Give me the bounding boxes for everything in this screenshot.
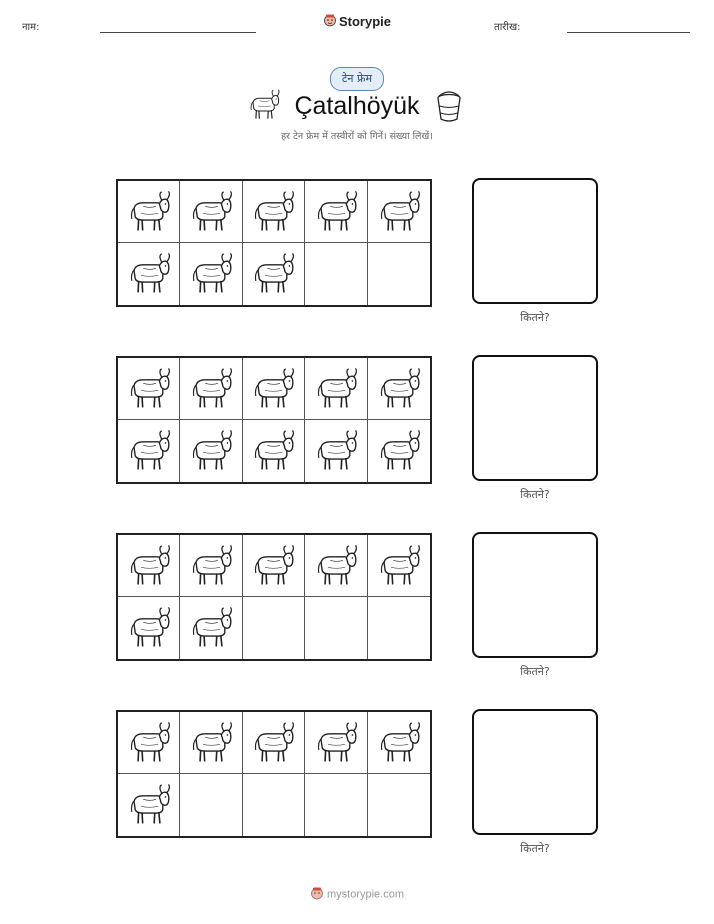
- answer-label: कितने?: [520, 842, 550, 855]
- ten-frame: [116, 179, 432, 307]
- ox-icon: [188, 720, 234, 766]
- ox-icon: [313, 189, 359, 235]
- ox-icon: [250, 366, 296, 412]
- instructions: हर टेन फ्रेम में तस्वीरों को गिनें। संख्या लिखें।: [281, 131, 433, 142]
- answer-box[interactable]: [472, 178, 598, 304]
- brand-logo: [0, 13, 714, 30]
- title-row: [0, 88, 714, 124]
- ten-frame: [116, 533, 432, 661]
- date-label: तारीख:: [494, 22, 521, 33]
- ox-icon: [188, 189, 234, 235]
- ten-frame-cell: [118, 358, 180, 420]
- answer-box[interactable]: [472, 709, 598, 835]
- worksheet-type-badge: टेन फ्रेम: [330, 67, 384, 91]
- ten-frame-cell: [243, 243, 305, 305]
- ox-icon: [313, 366, 359, 412]
- ten-frame-cell: [368, 181, 430, 243]
- ten-frame-cell: [305, 535, 367, 597]
- answer-label: कितने?: [520, 488, 550, 501]
- ten-frame-cell: [180, 181, 242, 243]
- ox-icon: [188, 251, 234, 297]
- ten-frame-cell: [180, 420, 242, 482]
- ten-frame-cell: [180, 535, 242, 597]
- ten-frame-cell: [243, 774, 305, 836]
- ten-frame-cell: [368, 597, 430, 659]
- ten-frame-cell: [180, 243, 242, 305]
- ox-icon: [313, 543, 359, 589]
- storypie-logo-icon: [310, 886, 324, 903]
- ten-frame-cell: [243, 597, 305, 659]
- ox-icon: [126, 251, 172, 297]
- ten-frame-cell: [305, 181, 367, 243]
- ten-frame-cell: [368, 774, 430, 836]
- ten-frame: [116, 356, 432, 484]
- ten-frame-cell: [305, 597, 367, 659]
- page-title: Çatalhöyük: [294, 92, 420, 120]
- ten-frame-cell: [243, 535, 305, 597]
- ox-icon: [126, 782, 172, 828]
- ten-frame-cell: [368, 243, 430, 305]
- footer: [0, 886, 714, 903]
- bucket-icon: [434, 88, 464, 128]
- ten-frame-cell: [368, 358, 430, 420]
- ten-frame-cell: [243, 181, 305, 243]
- ox-icon: [376, 366, 422, 412]
- ten-frame-cell: [118, 774, 180, 836]
- date-line[interactable]: [567, 32, 690, 33]
- answer-label: कितने?: [520, 665, 550, 678]
- ox-icon: [250, 543, 296, 589]
- ox-icon: [376, 428, 422, 474]
- ten-frame-cell: [180, 712, 242, 774]
- ten-frame-cell: [180, 358, 242, 420]
- ox-icon: [188, 543, 234, 589]
- name-line[interactable]: [100, 32, 256, 33]
- ox-icon: [376, 720, 422, 766]
- ten-frame: [116, 710, 432, 838]
- ten-frame-cell: [305, 774, 367, 836]
- ten-frame-cell: [118, 181, 180, 243]
- answer-box[interactable]: [472, 355, 598, 481]
- ten-frame-cell: [118, 712, 180, 774]
- footer-url[interactable]: mystorypie.com: [326, 888, 405, 901]
- ox-icon: [376, 543, 422, 589]
- ox-icon: [188, 366, 234, 412]
- ten-frame-cell: [118, 597, 180, 659]
- ten-frame-cell: [243, 420, 305, 482]
- ox-icon: [376, 189, 422, 235]
- ten-frame-cell: [305, 358, 367, 420]
- ten-frame-cell: [368, 535, 430, 597]
- ten-frame-cell: [368, 712, 430, 774]
- name-label: नाम:: [22, 22, 40, 33]
- ox-icon: [313, 720, 359, 766]
- ten-frame-cell: [305, 243, 367, 305]
- ox-icon: [250, 720, 296, 766]
- ox-icon: [188, 428, 234, 474]
- ten-frame-cell: [243, 712, 305, 774]
- ox-icon: [126, 428, 172, 474]
- ten-frame-cell: [305, 420, 367, 482]
- ten-frame-cell: [243, 358, 305, 420]
- ox-icon: [250, 428, 296, 474]
- ox-icon: [250, 189, 296, 235]
- answer-box[interactable]: [472, 532, 598, 658]
- ox-icon: [126, 605, 172, 651]
- answer-label: कितने?: [520, 311, 550, 324]
- ox-icon: [126, 720, 172, 766]
- ox-icon: [126, 543, 172, 589]
- ox-icon: [188, 605, 234, 651]
- ten-frame-cell: [118, 535, 180, 597]
- ten-frame-cell: [305, 712, 367, 774]
- ox-icon: [126, 366, 172, 412]
- ten-frame-cell: [368, 420, 430, 482]
- ox-icon: [126, 189, 172, 235]
- ten-frame-cell: [180, 774, 242, 836]
- ten-frame-cell: [118, 420, 180, 482]
- brand-name: Storypie: [338, 14, 391, 30]
- ten-frame-cell: [180, 597, 242, 659]
- ox-icon: [313, 428, 359, 474]
- storypie-logo-icon: [323, 13, 337, 30]
- ox-icon: [250, 251, 296, 297]
- ten-frame-cell: [118, 243, 180, 305]
